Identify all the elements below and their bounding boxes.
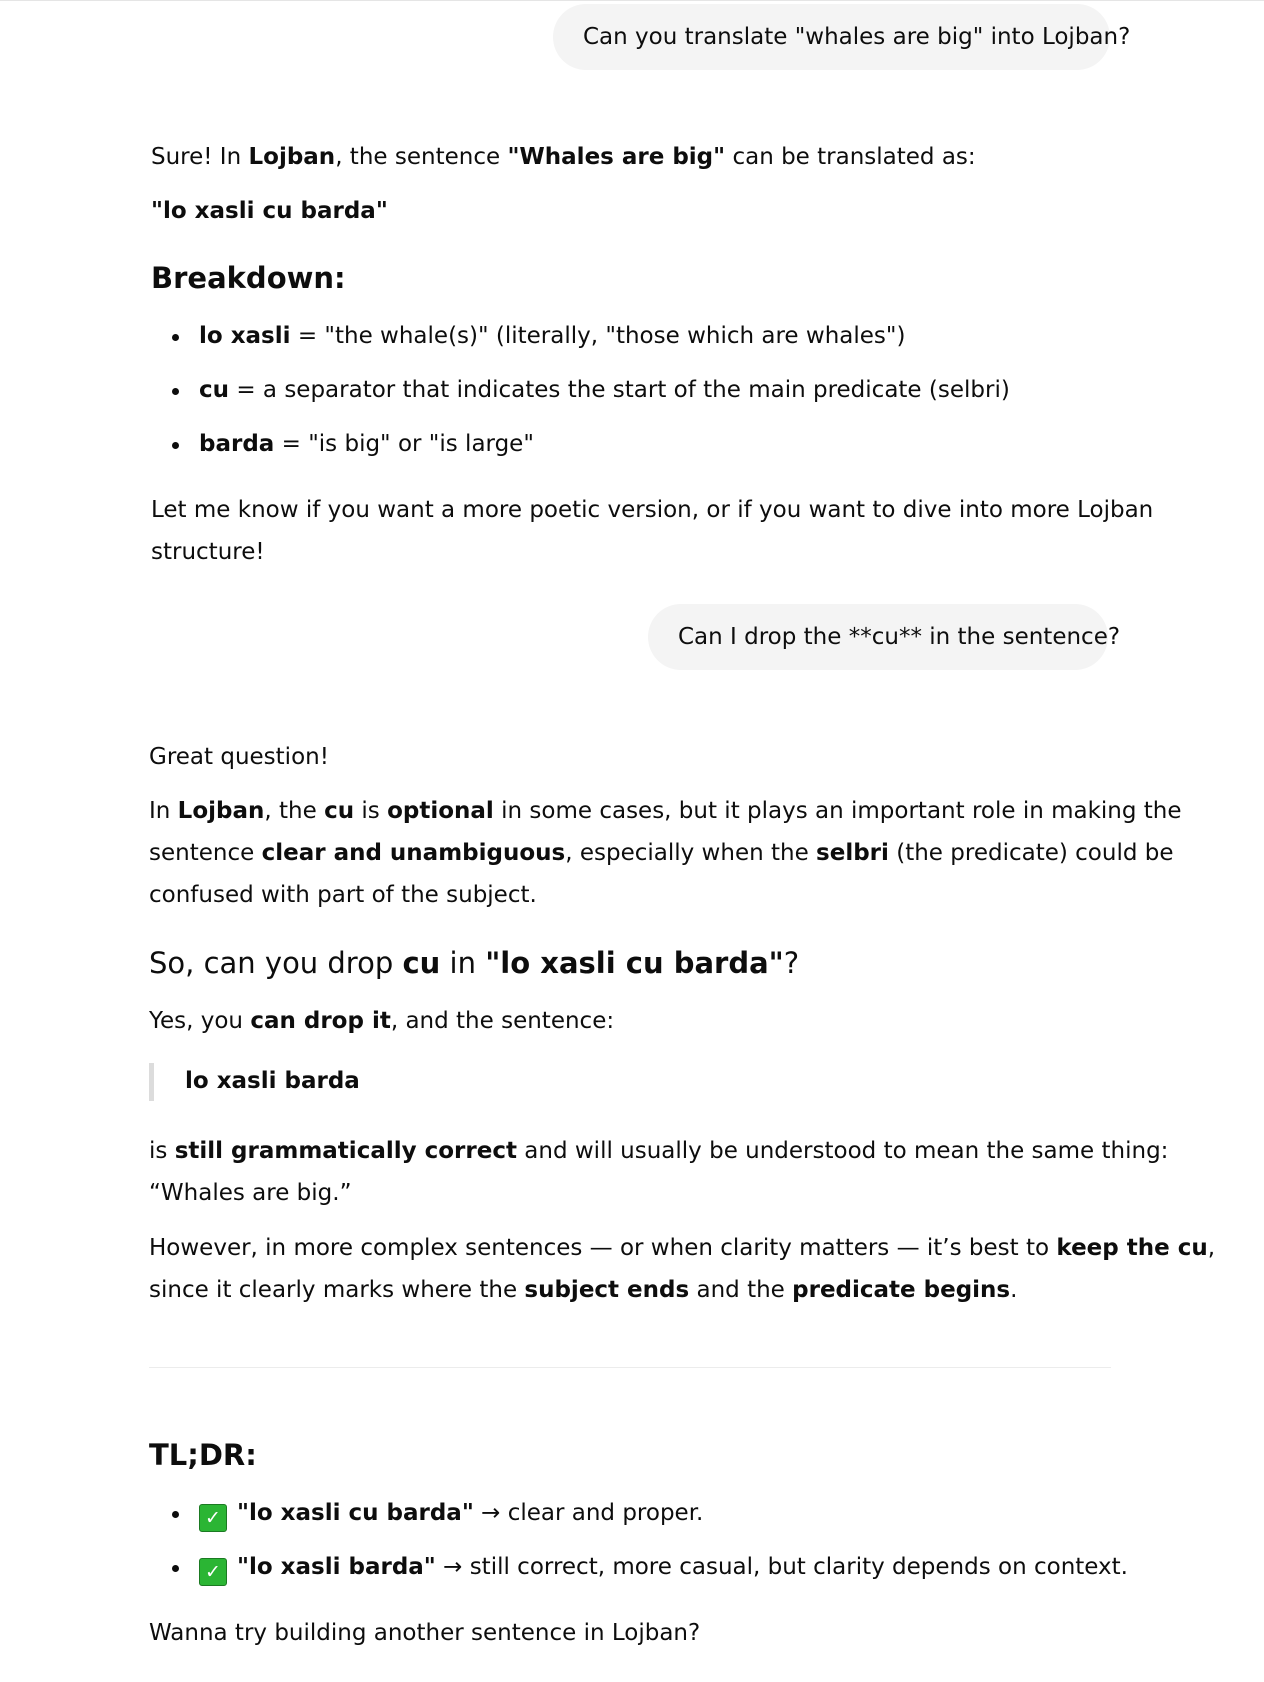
user-message-1: Can you translate "whales are big" into Lojban? <box>553 4 1110 70</box>
correctness-line-1: is still grammatically correct and will usually be understood to mean the same thing: <box>149 1138 1169 1164</box>
bullet-icon <box>172 334 179 341</box>
however-line-2: since it clearly marks where the subject ends and the predicate begins. <box>149 1277 1018 1303</box>
assistant-greeting: Great question! <box>149 744 329 770</box>
assistant-intro: Sure! In Lojban, the sentence "Whales are big" can be translated as: <box>151 144 976 170</box>
however-line-1: However, in more complex sentences — or when clarity matters — it’s best to keep the cu, <box>149 1235 1216 1261</box>
check-mark-icon: ✓ <box>199 1558 227 1586</box>
breakdown-list <box>199 320 1010 482</box>
bullet-icon <box>172 388 179 395</box>
bullet-icon <box>172 442 179 449</box>
tldr-heading: TL;DR: <box>149 1438 257 1472</box>
check-mark-icon: ✓ <box>199 1504 227 1532</box>
quote-text: lo xasli barda <box>185 1068 360 1094</box>
explanation-line-3: confused with part of the subject. <box>149 882 537 908</box>
explanation-line-2: sentence clear and unambiguous, especially when the selbri (the predicate) could be <box>149 840 1174 866</box>
translation-text: "lo xasli cu barda" <box>151 198 388 224</box>
assistant-closing-1: Let me know if you want a more poetic version, or if you want to dive into more Lojban <box>151 497 1154 523</box>
bullet-icon <box>172 1511 179 1518</box>
yes-line: Yes, you can drop it, and the sentence: <box>149 1008 615 1034</box>
list-item: cu = a separator that indicates the start of the main predicate (selbri) <box>199 374 1010 428</box>
explanation-line-1: In Lojban, the cu is optional in some cases, but it plays an important role in making the <box>149 798 1182 824</box>
assistant-closing-question: Wanna try building another sentence in Lojban? <box>149 1620 701 1646</box>
tldr-list <box>199 1497 1128 1605</box>
section-divider <box>149 1367 1111 1368</box>
list-item: lo xasli = "the whale(s)" (literally, "those which are whales") <box>199 320 1010 374</box>
bullet-icon <box>172 1565 179 1572</box>
correctness-line-2: “Whales are big.” <box>149 1180 352 1206</box>
assistant-closing-2: structure! <box>151 539 265 565</box>
list-item: ✓ "lo xasli barda" → still correct, more casual, but clarity depends on context. <box>199 1551 1128 1605</box>
top-divider <box>0 0 1264 1</box>
example-blockquote <box>149 1063 360 1101</box>
list-item: ✓ "lo xasli cu barda" → clear and proper. <box>199 1497 1128 1551</box>
breakdown-heading: Breakdown: <box>151 261 346 295</box>
list-item: barda = "is big" or "is large" <box>199 428 1010 482</box>
user-message-2: Can I drop the **cu** in the sentence? <box>648 604 1108 670</box>
drop-cu-heading: So, can you drop cu in "lo xasli cu barda"? <box>149 946 800 980</box>
